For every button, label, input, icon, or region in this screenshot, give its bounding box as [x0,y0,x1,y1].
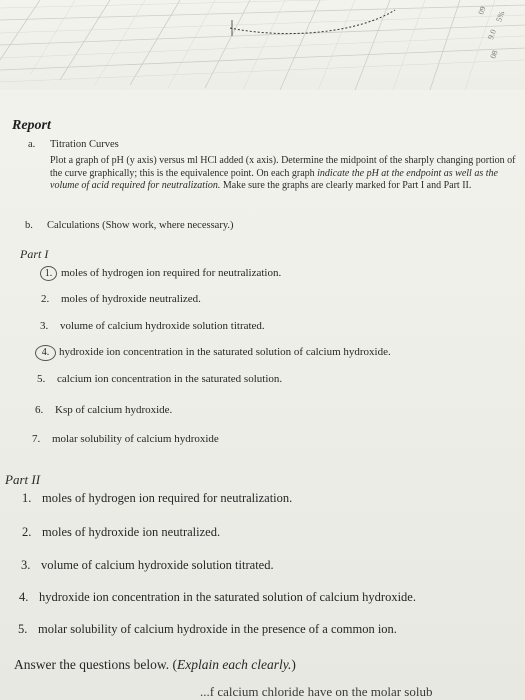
part1-item-3 [40,320,265,332]
item-number: 7. [32,433,41,445]
answer-close: ) [291,657,296,672]
item-number: 3. [40,320,49,332]
corner-label: 5% [494,9,507,24]
item-text: calcium ion concentration in the saturated solution. [57,373,283,385]
part1-item-6 [35,404,172,416]
item-number: 1. [22,491,32,505]
part-1-label: Part I [20,247,49,261]
item-text: volume of calcium hydroxide solution titrated. [41,558,274,572]
corner-label: 08 [488,49,500,60]
part1-item-7 [32,433,219,445]
item-text: moles of hydrogen ion required for neutralization. [42,491,293,505]
section-a-instructions [50,155,520,193]
instructions-end-text: Make sure the graphs are clearly marked for Part I and Part II. [222,180,472,191]
report-title: Report [12,118,51,133]
answer-italic: Explain each clearly. [176,657,292,672]
section-b-heading [25,220,234,231]
section-b-letter: b. [25,220,33,231]
part1-item-4 [35,345,391,361]
item-text: volume of calcium hydroxide solution titrated. [60,320,265,332]
part2-item-2 [22,525,220,540]
part2-item-3 [21,558,274,573]
item-text: hydroxide ion concentration in the saturated solution of calcium hydroxide. [39,590,416,604]
section-a-letter: a. [28,139,36,150]
section-b-title: Calculations (Show work, where necessary.) [47,220,234,231]
part1-item-1 [40,266,281,281]
part1-item-5 [37,373,282,385]
item-number: 4. [19,590,29,604]
corner-label: 9.0 [486,28,498,41]
part-2-label: Part II [5,472,41,487]
item-number: 6. [35,404,44,416]
part2-item-5 [18,622,397,637]
instructions-italic-text: indicate the pH at the endpoint as well as the volume of acid required for neutralization. [50,167,498,191]
item-text: moles of hydrogen ion required for neutralization. [61,267,282,279]
item-text: Ksp of calcium hydroxide. [55,404,173,416]
part2-item-1 [22,491,292,506]
item-text: moles of hydroxide neutralized. [61,293,201,305]
corner-label: 09 [476,5,488,16]
section-a-title: Titration Curves [50,139,119,150]
item-number: 2. [22,525,32,539]
answer-instruction [14,657,296,673]
item-text: hydroxide ion concentration in the saturated solution of calcium hydroxide. [59,346,391,358]
instructions-text: Plot a graph of pH (y axis) versus ml HCl added (x axis). Determine the midpoint of the sharply changing portion of the curve graphically; this is the equivalence point. On each graph [50,155,516,179]
item-number: 2. [41,293,50,305]
part2-item-4 [19,590,416,605]
item-text: moles of hydroxide ion neutralized. [42,525,221,539]
answer-plain: Answer the questions below. ( [14,657,177,672]
item-number: 3. [21,558,31,572]
item-text: molar solubility of calcium hydroxide in the presence of a common ion. [38,622,397,636]
item-number: 5. [18,622,28,636]
part1-item-2 [41,293,201,305]
section-a-heading [28,139,119,150]
item-text: molar solubility of calcium hydroxide [52,433,219,445]
cutoff-question-line: ...f calcium chloride have on the molar solub [200,684,433,699]
item-number: 5. [37,373,46,385]
circled-number: 1. [40,266,57,281]
circled-number: 4. [35,345,56,361]
